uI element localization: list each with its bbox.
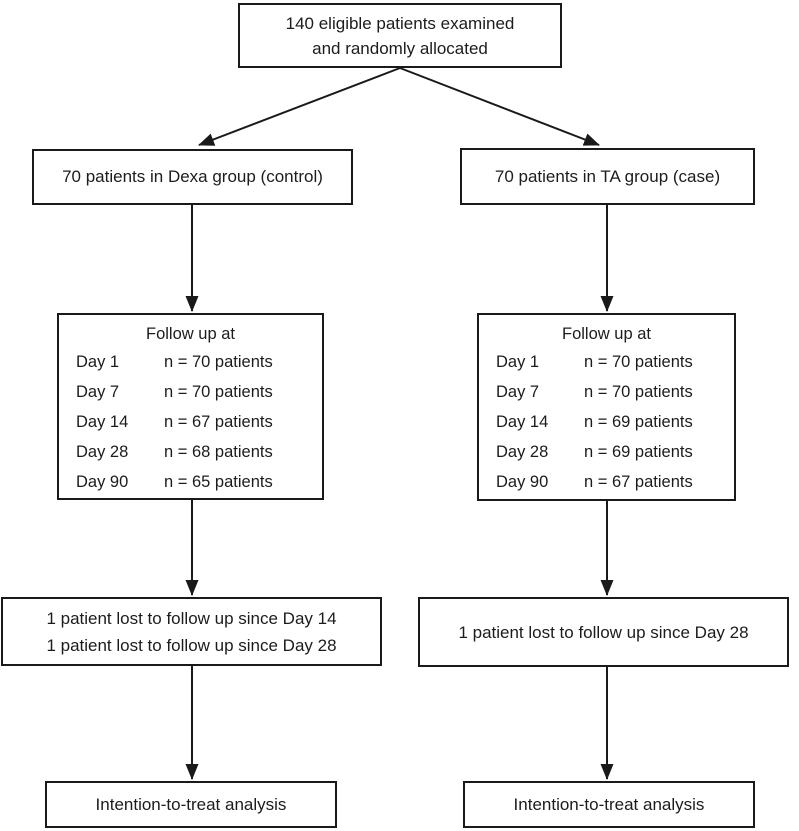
followup-row (59, 347, 322, 377)
ta-group-box (460, 148, 755, 205)
lost-box-ta (418, 597, 789, 667)
n-label: n = 65 patients (164, 473, 273, 491)
n-label: n = 68 patients (164, 443, 273, 461)
dexa-group-label: 70 patients in Dexa group (control) (62, 167, 323, 186)
analysis-box-dexa (45, 781, 337, 828)
day-label: Day 90 (496, 473, 549, 491)
followup-title: Follow up at (146, 325, 235, 343)
followup-row (59, 407, 322, 437)
analysis-box-ta (463, 781, 755, 828)
followup-title: Follow up at (562, 325, 651, 343)
followup-row (479, 437, 734, 467)
allocation-line-2: and randomly allocated (312, 38, 488, 58)
ta-group-label: 70 patients in TA group (case) (494, 166, 721, 186)
day-label: Day 7 (496, 383, 540, 401)
followup-row (479, 377, 734, 407)
day-label: Day 7 (76, 383, 120, 401)
arrow-allocation-to-ta-icon (400, 68, 599, 145)
followup-row (59, 467, 322, 497)
n-label: n = 67 patients (584, 473, 693, 491)
day-label: Day 90 (76, 473, 129, 491)
analysis-label: Intention-to-treat analysis (513, 794, 705, 814)
n-label: n = 69 patients (584, 443, 693, 461)
followup-row (479, 467, 734, 497)
day-label: Day 28 (496, 443, 549, 461)
followup-row (479, 347, 734, 377)
n-label: n = 67 patients (164, 413, 273, 431)
followup-box-ta (477, 313, 736, 501)
n-label: n = 70 patients (584, 383, 693, 401)
analysis-label: Intention-to-treat analysis (95, 794, 287, 814)
n-label: n = 70 patients (584, 353, 693, 371)
day-label: Day 14 (496, 413, 549, 431)
n-label: n = 69 patients (584, 413, 693, 431)
n-label: n = 70 patients (164, 383, 273, 401)
followup-row (479, 407, 734, 437)
day-label: Day 1 (76, 353, 120, 371)
allocation-box (238, 3, 562, 68)
lost-line-2: 1 patient lost to follow up since Day 28 (46, 635, 337, 655)
dexa-group-box (32, 149, 353, 205)
n-label: n = 70 patients (164, 353, 273, 371)
followup-row (59, 437, 322, 467)
followup-box-dexa (57, 313, 324, 500)
day-label: Day 1 (496, 353, 540, 371)
allocation-line-1: 140 eligible patients examined (285, 13, 515, 33)
lost-line-1: 1 patient lost to follow up since Day 28 (458, 622, 749, 642)
lost-line-1: 1 patient lost to follow up since Day 14 (46, 608, 337, 628)
day-label: Day 28 (76, 443, 129, 461)
lost-box-dexa (1, 597, 382, 666)
followup-row (59, 377, 322, 407)
arrow-allocation-to-dexa-icon (199, 68, 400, 145)
day-label: Day 14 (76, 413, 129, 431)
